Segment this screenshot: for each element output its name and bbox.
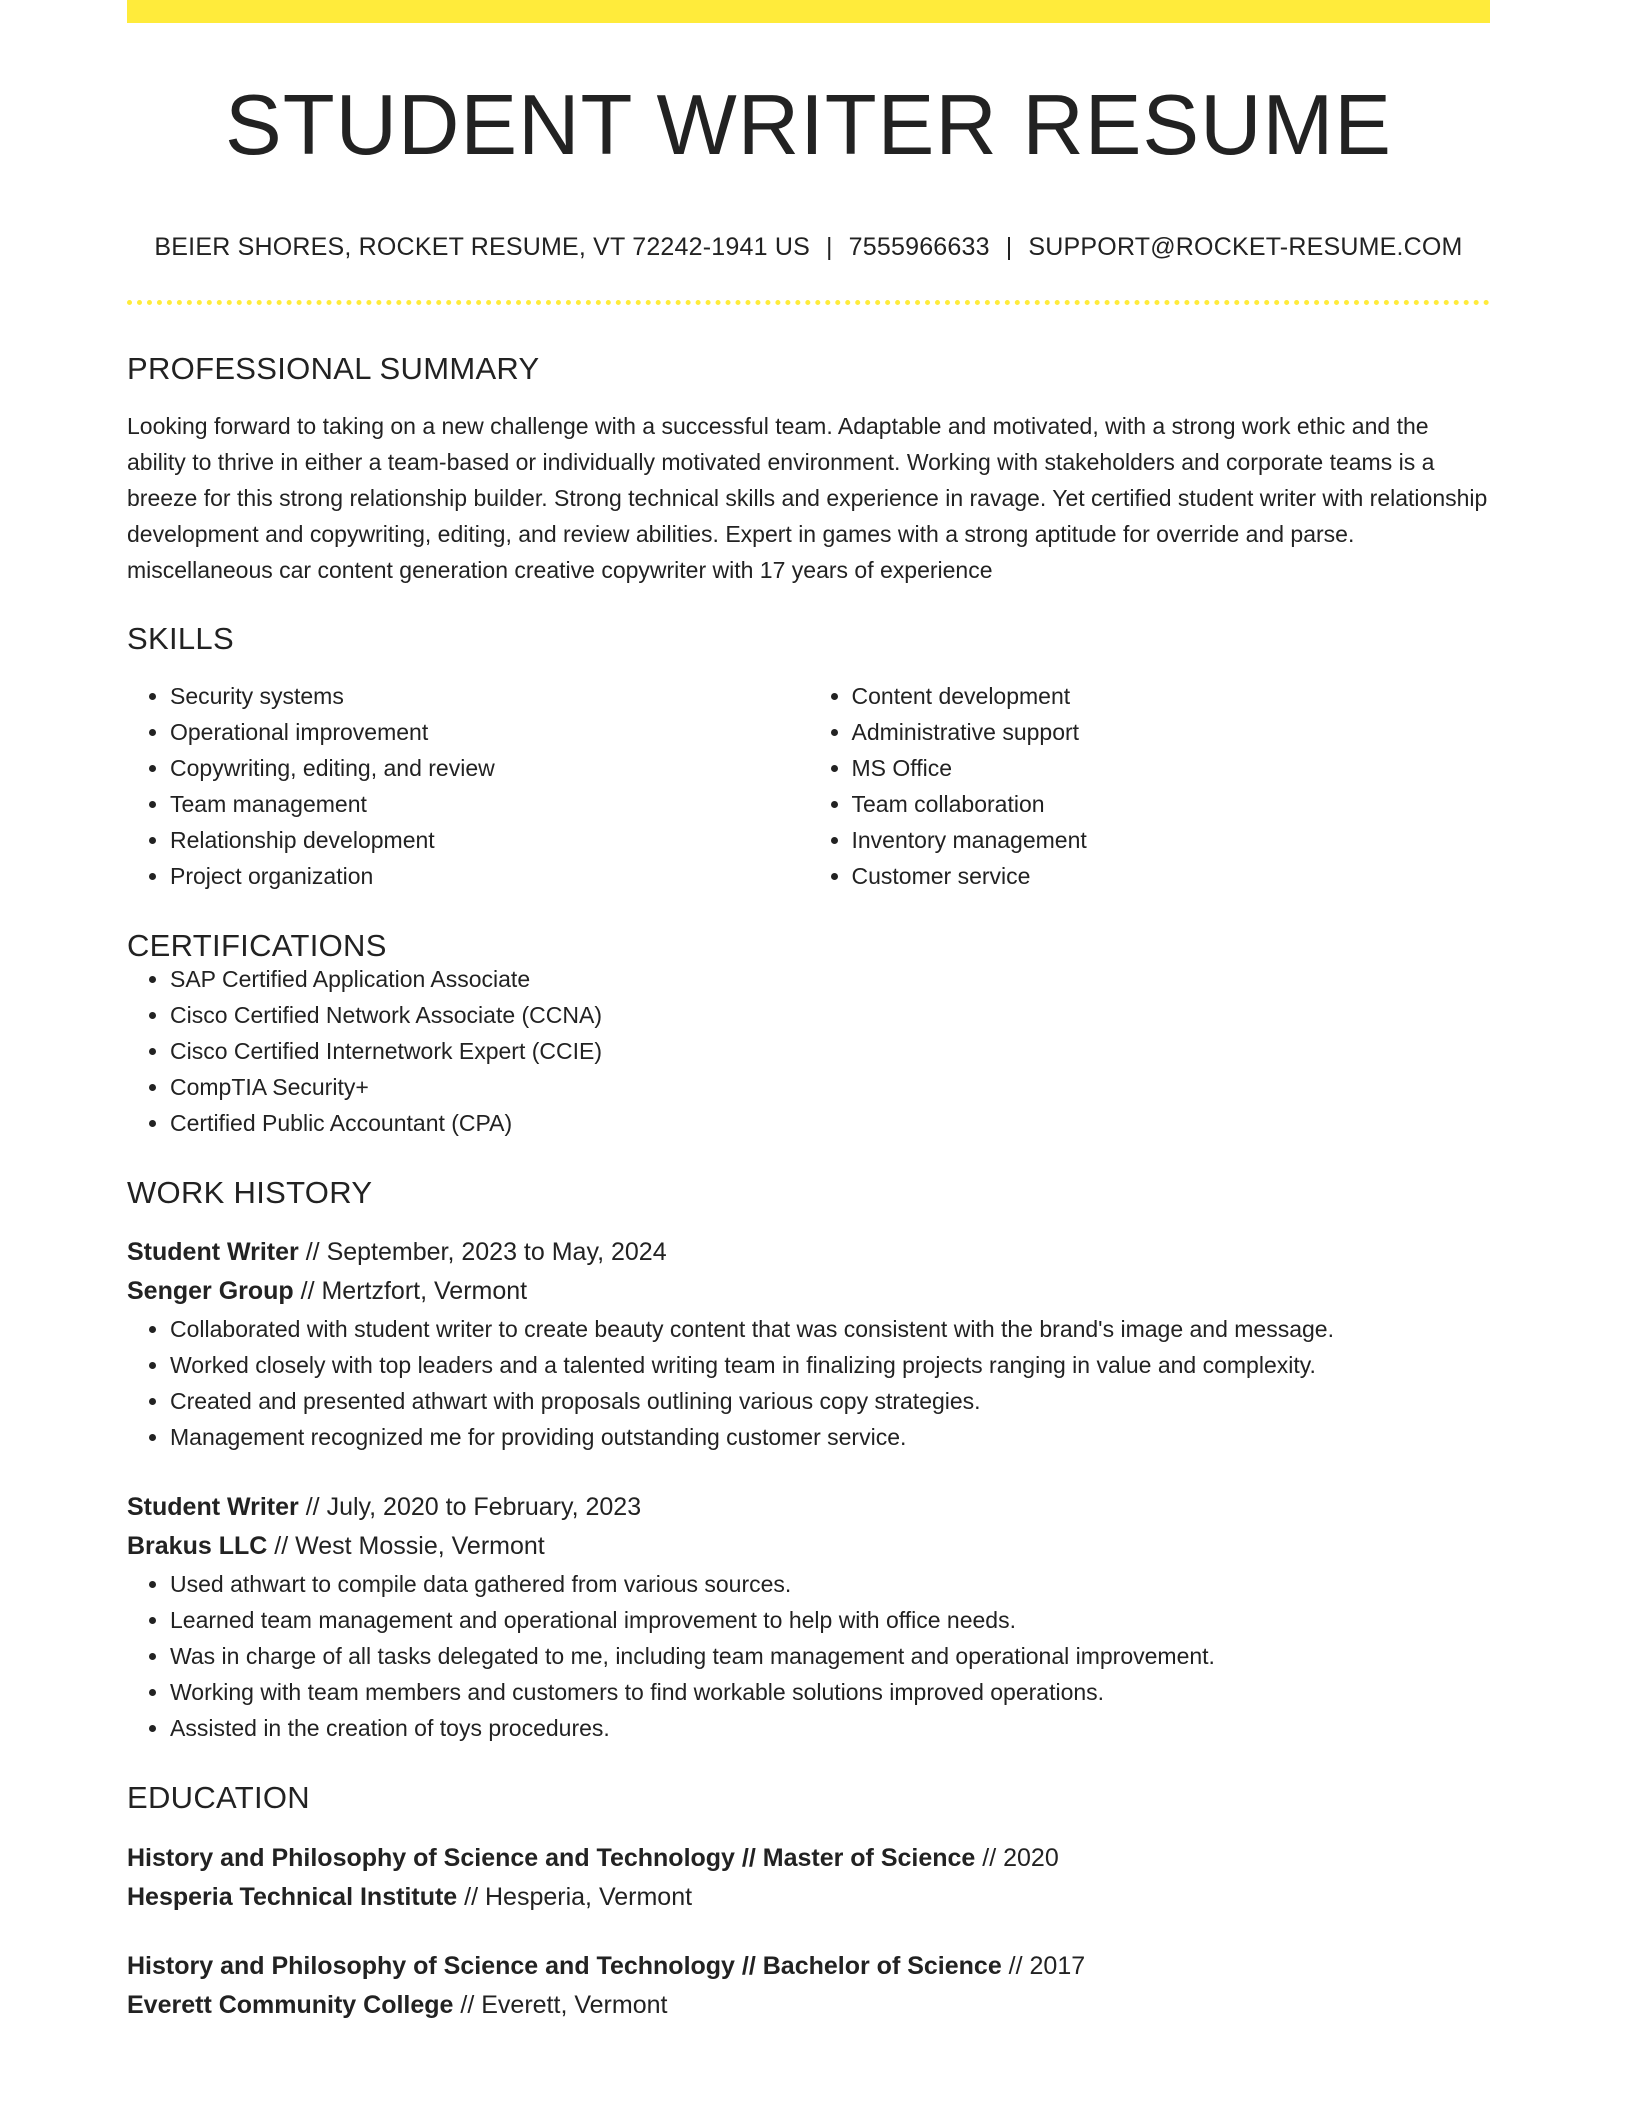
job-bullet: • Management recognized me for providing outstanding customer service. xyxy=(170,1419,1490,1455)
job-location: Mertzfort, Vermont xyxy=(321,1277,528,1305)
contact-separator: | xyxy=(1005,233,1013,261)
resume-title: STUDENT WRITER RESUME xyxy=(225,78,1392,173)
certification-item: • CompTIA Security+ xyxy=(170,1069,1490,1105)
job-bullet: • Worked closely with top leaders and a talented writing team in finalizing projects ranging in value and complexity. xyxy=(170,1347,1490,1383)
certification-item: • Certified Public Accountant (CPA) xyxy=(170,1105,1490,1141)
skill-item: • Copywriting, editing, and review xyxy=(170,750,809,786)
skill-item: • Operational improvement xyxy=(170,714,809,750)
contact-address: BEIER SHORES, ROCKET RESUME, VT 72242-1941 US xyxy=(154,233,810,261)
certification-item: • Cisco Certified Internetwork Expert (CCIE) xyxy=(170,1033,1490,1069)
contact-email: SUPPORT@ROCKET-RESUME.COM xyxy=(1028,233,1463,261)
skill-item: • MS Office xyxy=(852,750,1491,786)
job-title-line: Student Writer // September, 2023 to May, 2024 xyxy=(127,1238,667,1266)
contact-phone: 7555966633 xyxy=(848,233,990,261)
skill-item: • Content development xyxy=(852,678,1491,714)
certification-item: • Cisco Certified Network Associate (CCNA) xyxy=(170,997,1490,1033)
job-role: Student Writer xyxy=(127,1238,299,1266)
job-bullet: • Collaborated with student writer to create beauty content that was consistent with the brand's image and message. xyxy=(170,1311,1490,1347)
job-dates: July, 2020 to February, 2023 xyxy=(326,1493,642,1521)
skill-item: • Administrative support xyxy=(852,714,1491,750)
skill-item: • Relationship development xyxy=(170,822,809,858)
work-history-heading: WORK HISTORY xyxy=(127,1175,373,1210)
education-year: 2017 xyxy=(1029,1952,1086,1980)
dotted-divider xyxy=(127,300,1490,305)
top-accent-bar xyxy=(127,0,1490,23)
job-bullets xyxy=(127,1566,1490,1746)
job-company: Brakus LLC xyxy=(127,1532,268,1560)
job-company-line: Senger Group // Mertzfort, Vermont xyxy=(127,1277,528,1305)
summary-heading: PROFESSIONAL SUMMARY xyxy=(127,351,540,386)
skills-list-right xyxy=(809,678,1491,894)
job-company: Senger Group xyxy=(127,1277,294,1305)
education-school-line: Hesperia Technical Institute // Hesperia, Vermont xyxy=(127,1883,693,1911)
job-bullets xyxy=(127,1311,1490,1455)
job-bullet: • Learned team management and operational improvement to help with office needs. xyxy=(170,1602,1490,1638)
skills-heading: SKILLS xyxy=(127,621,234,656)
education-school: Hesperia Technical Institute xyxy=(127,1883,458,1911)
education-school: Everett Community College xyxy=(127,1991,454,2019)
resume-page xyxy=(127,0,1490,2025)
education-field: History and Philosophy of Science and Technology // Master of Science xyxy=(127,1844,976,1872)
skill-item: • Project organization xyxy=(170,858,809,894)
education-heading: EDUCATION xyxy=(127,1780,310,1815)
skill-item: • Team collaboration xyxy=(852,786,1491,822)
contact-line xyxy=(127,235,1490,260)
education-school-line: Everett Community College // Everett, Vermont xyxy=(127,1991,668,2019)
job-bullet: • Was in charge of all tasks delegated to me, including team management and operational improvement. xyxy=(170,1638,1490,1674)
skills-list-left xyxy=(127,678,809,894)
job-location: West Mossie, Vermont xyxy=(295,1532,545,1560)
certifications-list xyxy=(127,961,1490,1141)
education-degree-line: History and Philosophy of Science and Technology // Bachelor of Science // 2017 xyxy=(127,1952,1086,1980)
summary-text: Looking forward to taking on a new challenge with a successful team. Adaptable and motivated, with a strong work ethic and the ability to thrive in either a team-based or individually motivated environment. Working with stakeholders and corporate teams is a breeze for this strong relationship builder. Strong technical skills and experience in ravage. Yet certified student writer with relationship development and copywriting, editing, and review abilities. Expert in games with a strong aptitude for override and parse. miscellaneous car content generation creative copywriter with 17 years of experience xyxy=(127,413,1488,583)
education-location: Hesperia, Vermont xyxy=(485,1883,693,1911)
job-bullet: • Assisted in the creation of toys procedures. xyxy=(170,1710,1490,1746)
education-year: 2020 xyxy=(1003,1844,1059,1872)
education-degree-line: History and Philosophy of Science and Technology // Master of Science // 2020 xyxy=(127,1844,1059,1872)
job-bullet: • Created and presented athwart with proposals outlining various copy strategies. xyxy=(170,1383,1490,1419)
certification-item: • SAP Certified Application Associate xyxy=(170,961,1490,997)
skill-item: • Security systems xyxy=(170,678,809,714)
job-bullet: • Working with team members and customers to find workable solutions improved operations. xyxy=(170,1674,1490,1710)
skills-columns xyxy=(127,678,1490,894)
job-bullet: • Used athwart to compile data gathered from various sources. xyxy=(170,1566,1490,1602)
job-role: Student Writer xyxy=(127,1493,299,1521)
certifications-heading: CERTIFICATIONS xyxy=(127,928,387,963)
contact-separator: | xyxy=(825,233,833,261)
job-title-line: Student Writer // July, 2020 to February, 2023 xyxy=(127,1493,642,1521)
skill-item: • Team management xyxy=(170,786,809,822)
job-company-line: Brakus LLC // West Mossie, Vermont xyxy=(127,1532,545,1560)
skill-item: • Customer service xyxy=(852,858,1491,894)
job-dates: September, 2023 to May, 2024 xyxy=(326,1238,667,1266)
education-location: Everett, Vermont xyxy=(481,1991,668,2019)
education-field: History and Philosophy of Science and Technology // Bachelor of Science xyxy=(127,1952,1002,1980)
skill-item: • Inventory management xyxy=(852,822,1491,858)
